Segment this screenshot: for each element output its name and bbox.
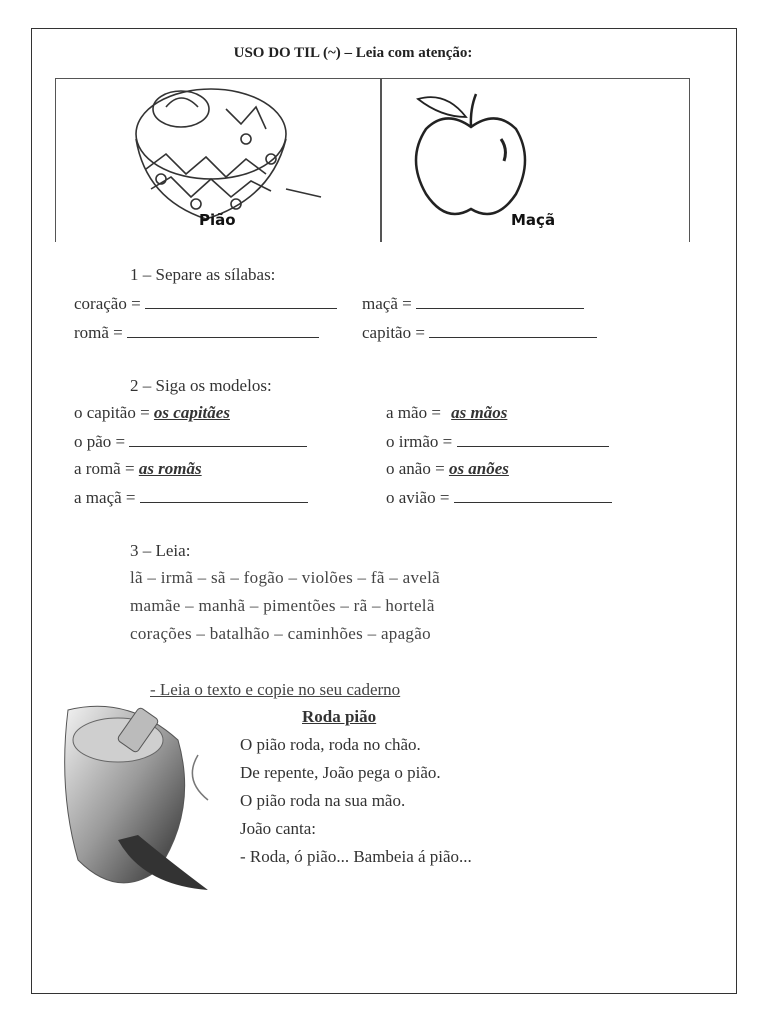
apple-drawing-icon xyxy=(406,89,536,229)
ex2-model-answer: os capitães xyxy=(153,403,230,422)
ex1-item-maca xyxy=(362,293,584,314)
ex1-item-label: romã = xyxy=(74,323,123,342)
answer-blank[interactable] xyxy=(127,322,319,338)
spinning-top-photo-icon xyxy=(58,700,218,900)
ex2-prompt: o avião = xyxy=(386,488,450,507)
ex2-row-left xyxy=(74,431,307,452)
answer-blank[interactable] xyxy=(454,487,612,503)
ex1-item-roma xyxy=(74,322,319,343)
ex2-row-right xyxy=(386,487,612,508)
ex2-prompt: o capitão = xyxy=(74,403,150,422)
ex2-prompt: a romã = xyxy=(74,459,135,478)
poem-line: - Roda, ó pião... Bambeia á pião... xyxy=(240,847,472,866)
ex1-item-label: coração = xyxy=(74,294,141,313)
ex2-row-right xyxy=(386,403,507,423)
ex1-item-coracao xyxy=(74,293,337,314)
ex2-row-right xyxy=(386,459,509,479)
poem-line: João canta: xyxy=(240,819,316,838)
spinning-top-drawing-icon xyxy=(86,79,326,229)
ex3-word-line: corações – batalhão – caminhões – apagão xyxy=(130,624,431,643)
answer-blank[interactable] xyxy=(140,487,308,503)
ex2-model-answer: as mãos xyxy=(451,403,508,422)
ex2-row-left xyxy=(74,403,230,423)
ex4-instruction: - Leia o texto e copie no seu caderno xyxy=(150,680,401,699)
apple-picture-box xyxy=(380,78,690,242)
ex2-row-left xyxy=(74,459,202,479)
ex2-prompt: a maçã = xyxy=(74,488,136,507)
ex2-model-answer: os anões xyxy=(448,459,509,478)
ex2-row-left xyxy=(74,487,308,508)
ex2-model-answer: as romãs xyxy=(138,459,202,478)
ex1-item-label: capitão = xyxy=(362,323,425,342)
spinning-top-picture-box xyxy=(55,78,382,242)
answer-blank[interactable] xyxy=(429,322,597,338)
answer-blank[interactable] xyxy=(145,293,337,309)
ex1-item-label: maçã = xyxy=(362,294,412,313)
exercise-1-heading: 1 – Separe as sílabas: xyxy=(130,265,276,284)
ex3-word-line: mamãe – manhã – pimentões – rã – hortelã xyxy=(130,596,435,615)
ex2-row-right xyxy=(386,431,609,452)
ex2-prompt: o anão = xyxy=(386,459,445,478)
worksheet-title: USO DO TIL (~) – Leia com atenção: xyxy=(233,45,473,61)
exercise-2-heading: 2 – Siga os modelos: xyxy=(130,376,272,395)
poem-line: O pião roda, roda no chão. xyxy=(240,735,421,754)
ex1-item-capitao xyxy=(362,322,597,343)
spinning-top-label: Pião xyxy=(199,211,236,229)
ex2-prompt: o pão = xyxy=(74,432,126,451)
poem-line: O pião roda na sua mão. xyxy=(240,791,406,810)
apple-label: Maçã xyxy=(511,211,556,229)
answer-blank[interactable] xyxy=(129,431,307,447)
answer-blank[interactable] xyxy=(416,293,584,309)
ex3-word-line: lã – irmã – sã – fogão – violões – fã – avelã xyxy=(130,568,440,587)
answer-blank[interactable] xyxy=(457,431,609,447)
ex2-prompt: o irmão = xyxy=(386,432,453,451)
poem-title: Roda pião xyxy=(302,707,377,726)
ex2-prompt: a mão = xyxy=(386,403,441,422)
exercise-3-heading: 3 – Leia: xyxy=(130,541,191,560)
poem-line: De repente, João pega o pião. xyxy=(240,763,441,782)
